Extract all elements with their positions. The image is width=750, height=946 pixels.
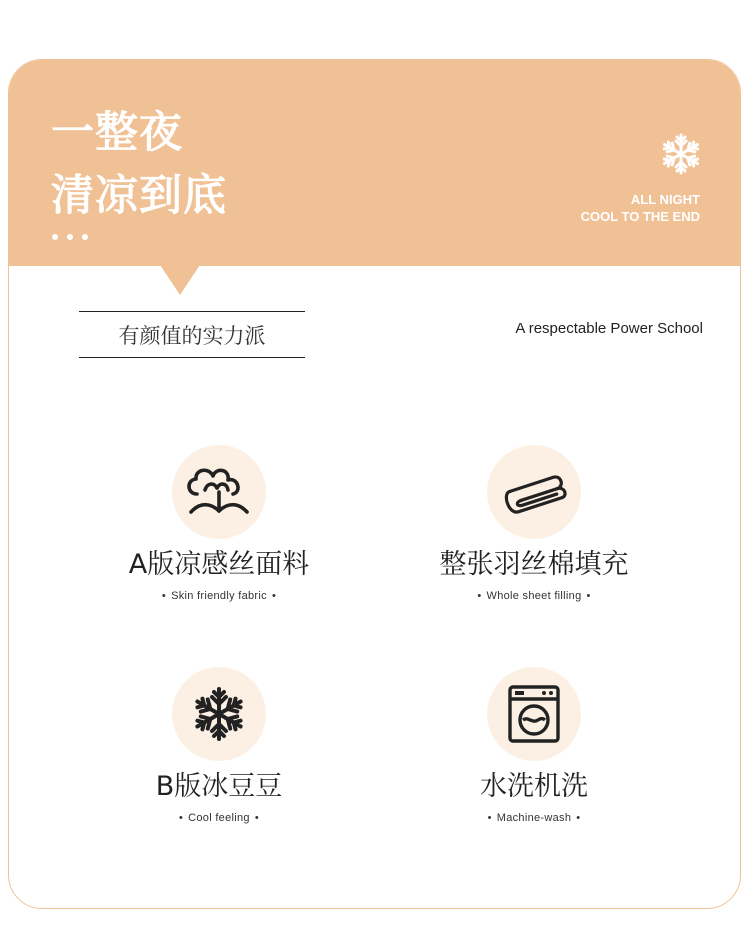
feature-wash	[384, 667, 684, 824]
bullet: •	[178, 812, 184, 824]
washing-machine-icon	[506, 684, 562, 744]
feature-title: 水洗机洗	[480, 771, 588, 802]
snowflake-icon	[659, 132, 703, 176]
icon-circle	[172, 445, 266, 539]
cotton-icon	[181, 466, 257, 518]
feature-subtitle	[384, 590, 684, 602]
feature-subtitle-text: Machine-wash	[496, 812, 572, 824]
feature-filling	[384, 445, 684, 602]
feature-fabric	[69, 445, 369, 602]
banner-dots	[52, 234, 88, 240]
subhead-zh: 有颜值的实力派	[79, 311, 305, 358]
bullet: •	[576, 812, 581, 824]
icon-circle	[172, 667, 266, 761]
banner-pointer	[160, 265, 200, 295]
banner-title-line1: 一整夜	[51, 108, 183, 158]
snowflake-icon	[190, 685, 248, 743]
banner-english-title	[581, 191, 700, 225]
bullet: •	[477, 590, 482, 602]
feature-subtitle-text: Skin friendly fabric	[171, 590, 267, 602]
feature-title: A版凉感丝面料	[128, 549, 310, 580]
bullet: •	[487, 812, 492, 824]
feature-subtitle	[69, 590, 369, 602]
header-banner	[9, 60, 740, 266]
icon-circle	[487, 667, 581, 761]
rolled-sheet-icon	[499, 464, 569, 520]
feature-subtitle	[384, 812, 684, 824]
icon-circle	[487, 445, 581, 539]
subhead-en: A respectable Power School	[515, 320, 703, 337]
dot	[67, 234, 73, 240]
feature-title: 整张羽丝棉填充	[439, 549, 629, 580]
banner-en-line2: COOL TO THE END	[580, 209, 700, 224]
bullet: •	[254, 812, 259, 824]
bullet: •	[271, 590, 277, 602]
feature-subtitle-text: Whole sheet filling	[486, 590, 582, 602]
banner-title-line2: 清凉到底	[51, 171, 227, 221]
product-card	[8, 59, 741, 909]
feature-subtitle	[69, 812, 369, 824]
banner-en-line1: ALL NIGHT	[630, 192, 700, 207]
dot	[52, 234, 58, 240]
dot	[82, 234, 88, 240]
bullet: •	[586, 590, 591, 602]
feature-cool	[69, 667, 369, 824]
feature-subtitle-text: Cool feeling	[188, 812, 250, 824]
bullet: •	[161, 590, 167, 602]
feature-title: B版冰豆豆	[155, 771, 283, 802]
